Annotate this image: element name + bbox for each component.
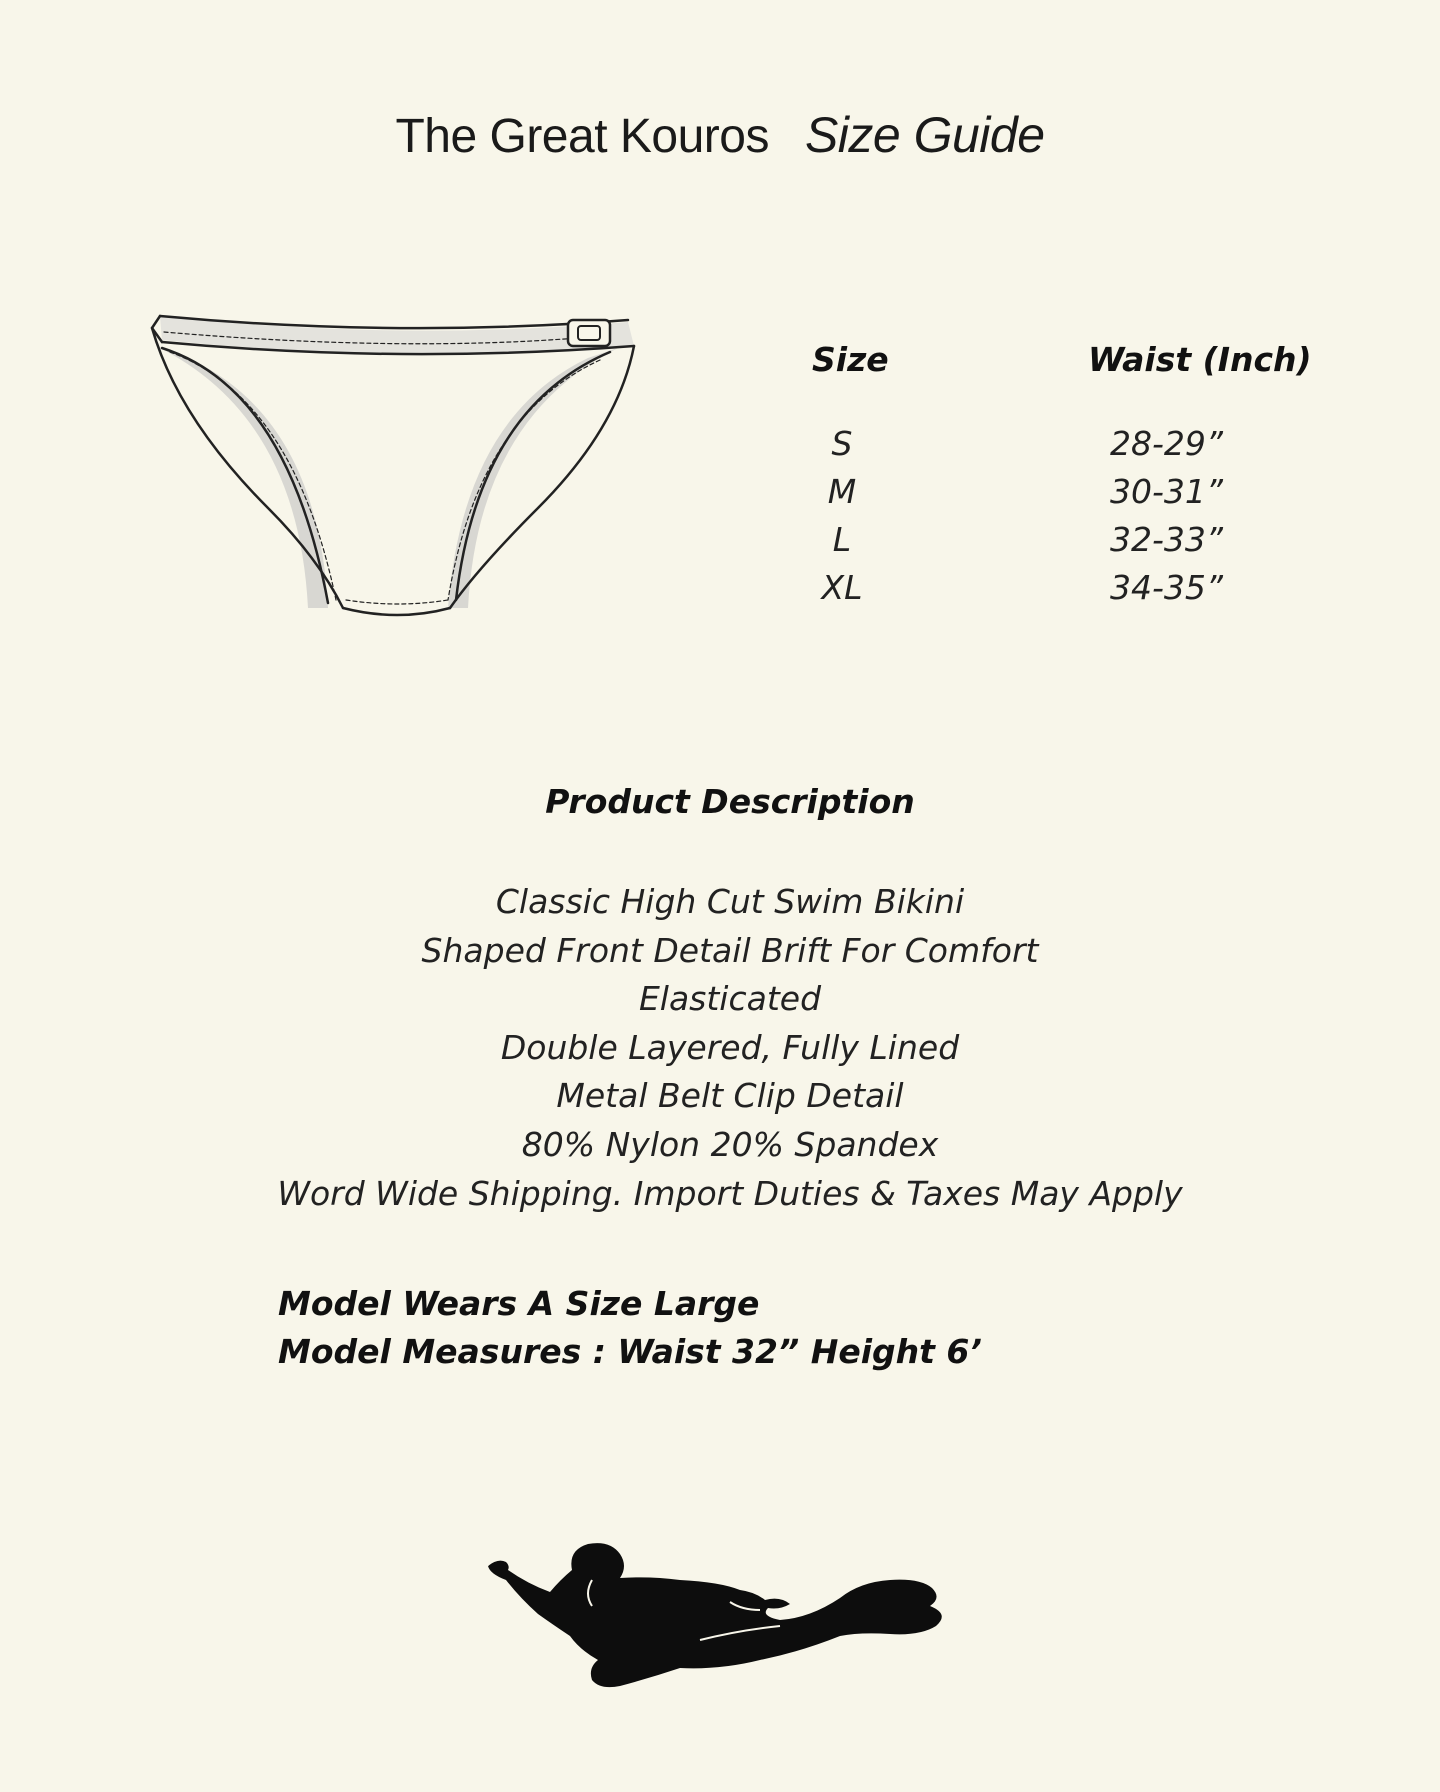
waist-cell: 34-35” — [1110, 568, 1223, 607]
waist-cell: 30-31” — [1110, 472, 1223, 511]
table-row — [770, 424, 1330, 472]
waist-cell: 28-29” — [1110, 424, 1223, 463]
size-column-header: Size — [812, 340, 889, 379]
description-line: Elasticated — [638, 979, 822, 1019]
product-description-heading: Product Description — [545, 782, 915, 821]
waist-column-header: Waist (Inch) — [1088, 340, 1312, 379]
brand-name: The Great Kouros — [395, 110, 769, 163]
diving-figure-icon — [480, 1540, 950, 1690]
table-row — [770, 568, 1330, 616]
size-cell: S — [831, 424, 853, 463]
description-line: Shaped Front Detail Brift For Comfort — [421, 930, 1039, 970]
size-guide-label: Size Guide — [804, 107, 1045, 163]
table-row — [770, 520, 1330, 568]
model-measures-line: Model Measures : Waist 32” Height 6’ — [278, 1332, 982, 1371]
table-row — [770, 472, 1330, 520]
bikini-brief-icon — [148, 308, 648, 648]
model-size-line: Model Wears A Size Large — [278, 1284, 760, 1323]
page-title — [0, 106, 1440, 164]
size-cell: XL — [821, 568, 863, 607]
description-line: 80% Nylon 20% Spandex — [521, 1124, 939, 1164]
description-line: Word Wide Shipping. Import Duties & Taxes May Apply — [277, 1173, 1183, 1213]
model-info — [278, 1280, 982, 1376]
description-line: Classic High Cut Swim Bikini — [495, 882, 965, 921]
description-line: Double Layered, Fully Lined — [500, 1027, 960, 1067]
product-description-list — [0, 878, 1440, 1218]
waist-cell: 32-33” — [1110, 520, 1223, 559]
description-line: Metal Belt Clip Detail — [556, 1076, 904, 1116]
size-cell: L — [832, 520, 852, 559]
size-cell: M — [827, 472, 857, 511]
